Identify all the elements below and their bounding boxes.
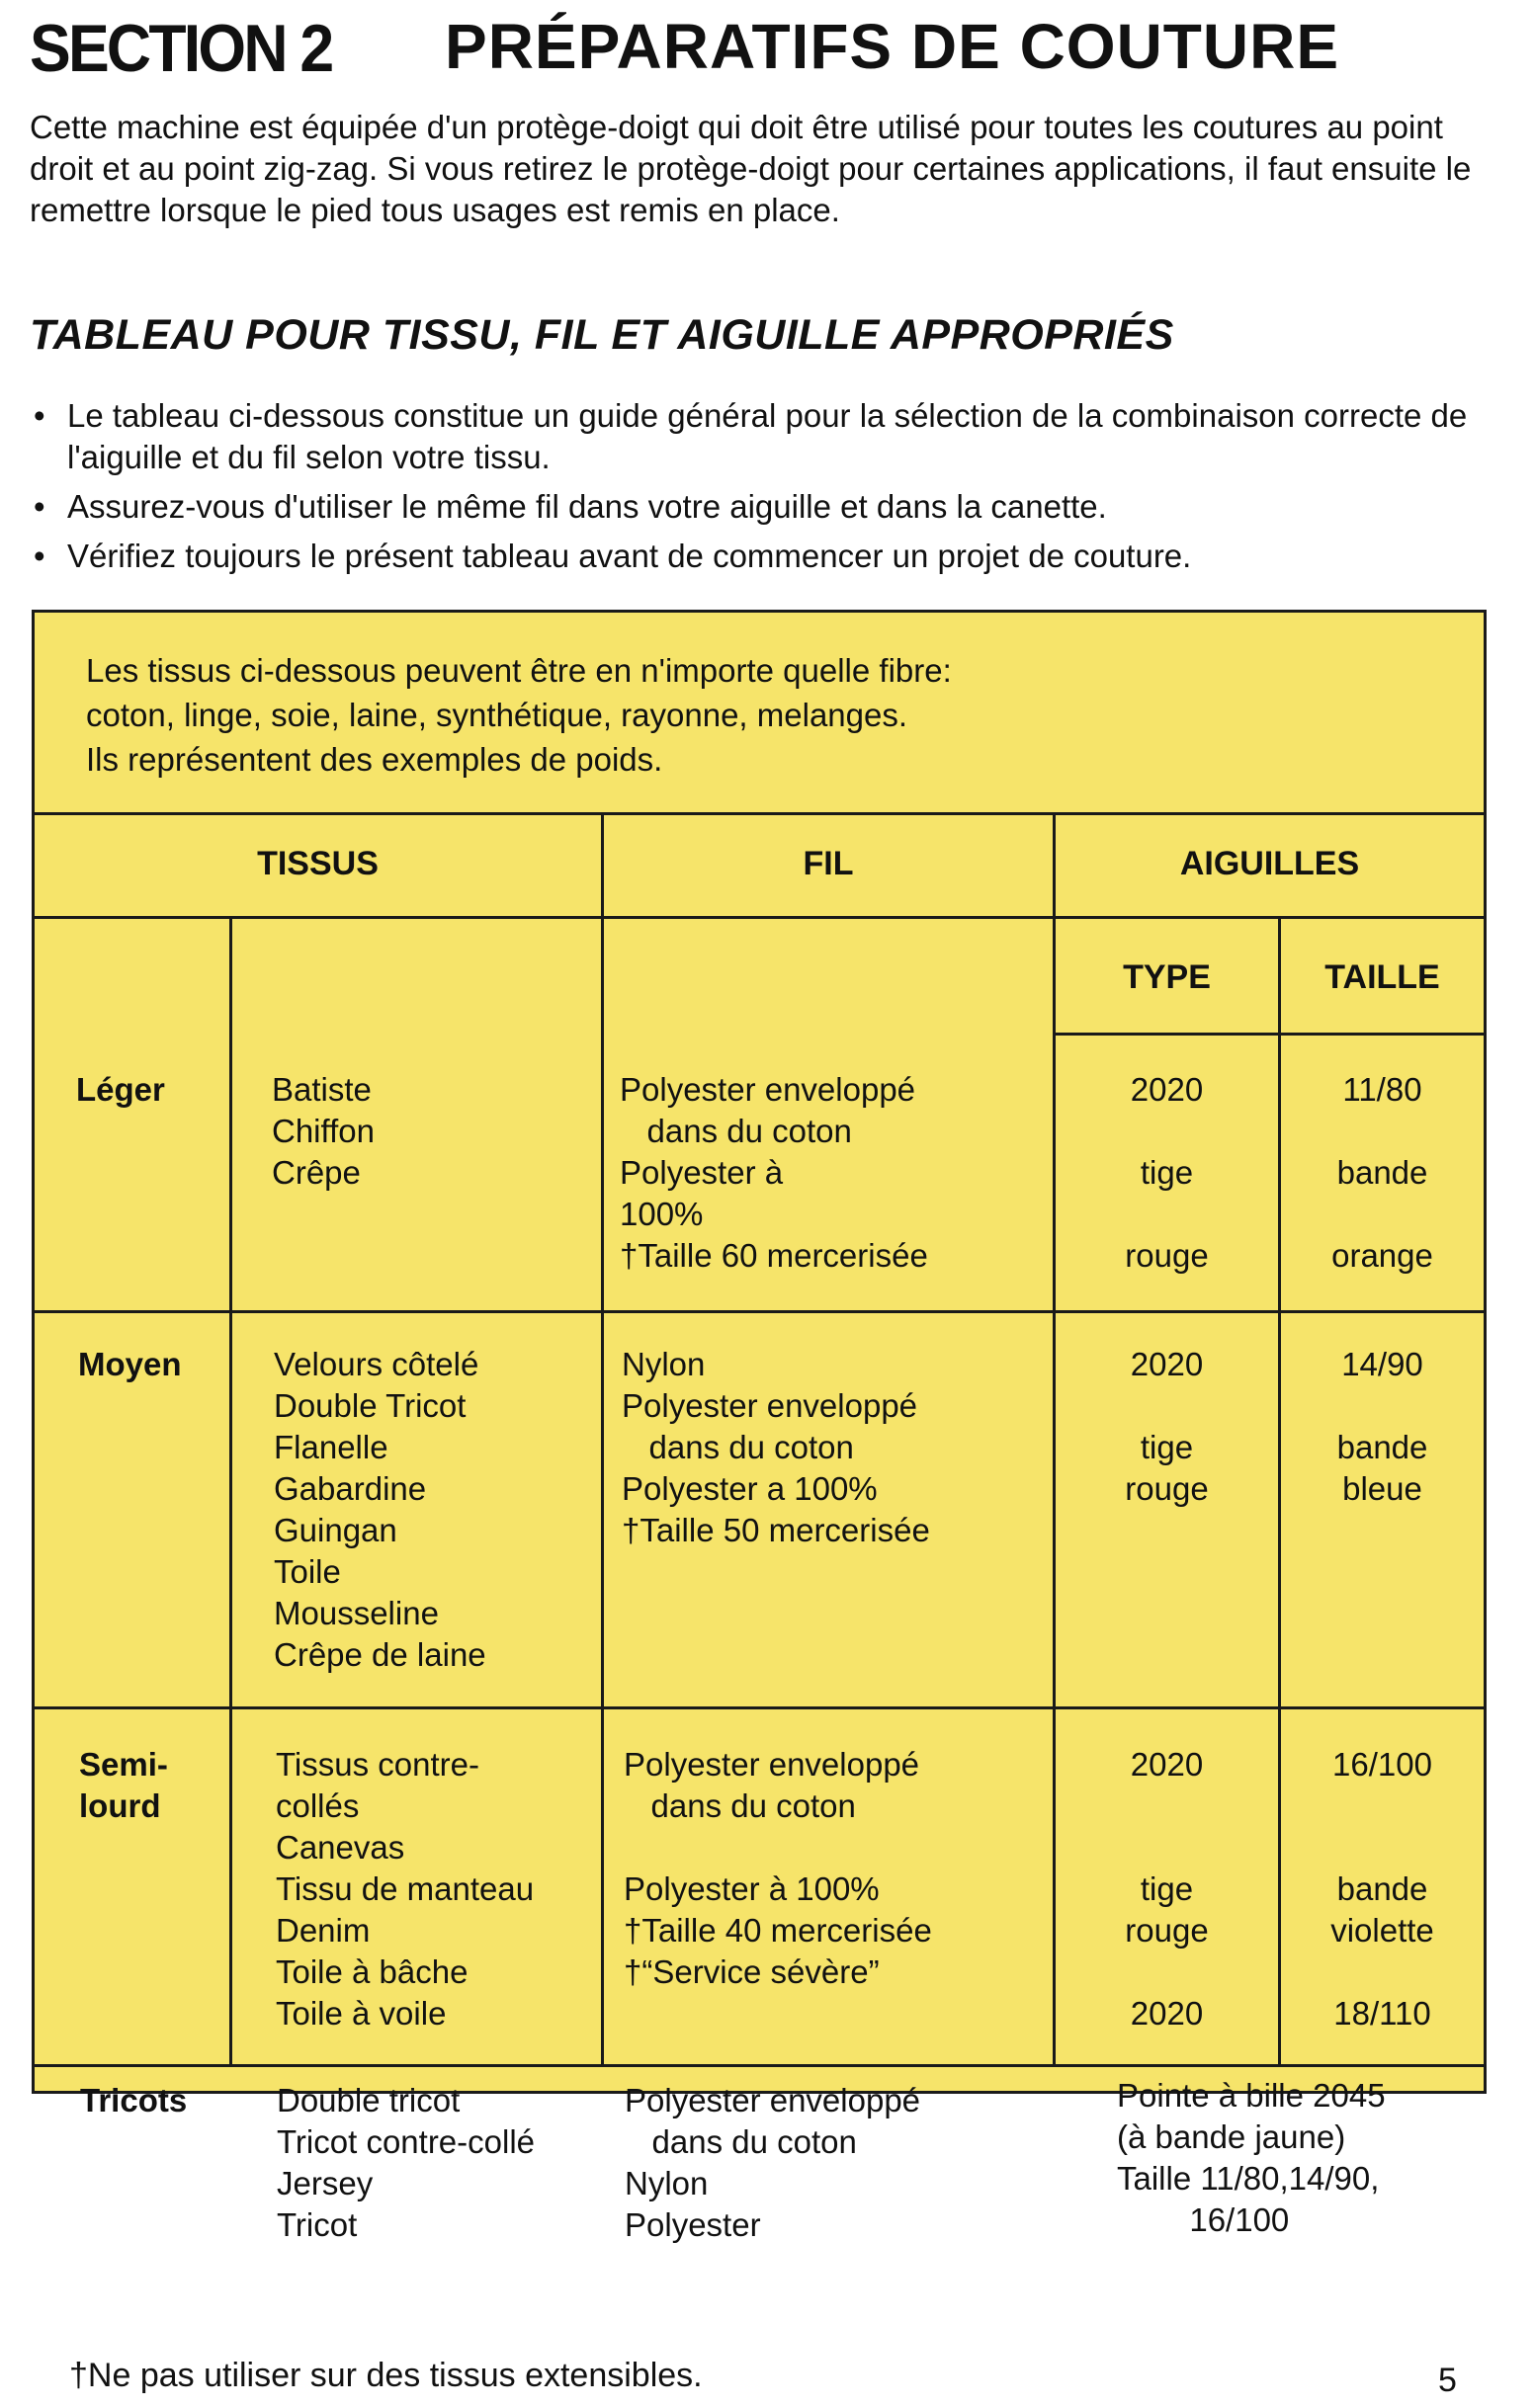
header-taille: TAILLE — [1324, 958, 1440, 996]
needle-type-cell: 2020 tige rouge — [1125, 1346, 1209, 1507]
thread-cell: Polyester enveloppé dans du coton Polyester à 100% †Taille 40 mercerisée †“Service sévère” — [624, 1746, 932, 1990]
needle-cell: Pointe à bille 2045 (à bande jaune) Taille 11/80,14/90, 16/100 — [1117, 2077, 1386, 2238]
list-item — [30, 536, 1502, 577]
bullet-icon: • — [34, 397, 45, 434]
fabrics-cell: Tissus contre- collés Canevas Tissu de manteau Denim Toile à bâche Toile à voile — [276, 1746, 535, 2032]
fabric-thread-needle-table — [32, 610, 1487, 2243]
bullet-icon: • — [34, 538, 45, 574]
divider — [35, 916, 1484, 919]
footnote: †Ne pas utiliser sur des tissus extensibles. — [69, 2357, 703, 2394]
divider — [229, 916, 232, 2067]
header-tissus: TISSUS — [257, 845, 379, 882]
section-label: SECTION 2 — [30, 11, 332, 86]
bullet-text: Le tableau ci-dessous constitue un guide général pour la sélection de la combinaison correcte de l'aiguille et du fil selon votre tissu. — [67, 397, 1468, 475]
weight-label: Léger — [76, 1071, 165, 1108]
divider — [1053, 1033, 1484, 1036]
needle-type-cell: 2020 tige rouge 2020 — [1125, 1746, 1209, 2032]
thread-cell: Polyester enveloppé dans du coton Polyester à 100% †Taille 60 mercerisée — [620, 1071, 928, 1274]
divider — [601, 812, 604, 2067]
header-type: TYPE — [1123, 958, 1211, 996]
divider — [35, 812, 1484, 815]
section-header — [30, 10, 1339, 87]
list-item — [30, 395, 1502, 478]
needle-type-cell: 2020 tige rouge — [1125, 1071, 1209, 1274]
divider — [35, 1310, 1484, 1313]
needle-size-cell: 16/100 bande violette 18/110 — [1330, 1746, 1434, 2032]
header-aiguilles: AIGUILLES — [1179, 845, 1360, 882]
bullet-text: Assurez-vous d'utiliser le même fil dans votre aiguille et dans la canette. — [67, 488, 1107, 525]
note-line: Les tissus ci-dessous peuvent être en n'importe quelle fibre: — [86, 652, 952, 689]
list-item — [30, 486, 1502, 528]
header-fil: FIL — [803, 845, 854, 882]
note-line: Ils représentent des exemples de poids. — [86, 741, 663, 778]
weight-label: Tricots — [80, 2082, 188, 2118]
page-number: 5 — [1438, 2362, 1457, 2399]
bullet-list — [30, 395, 1502, 585]
divider — [35, 1706, 1484, 1709]
intro-paragraph: Cette machine est équipée d'un protège-doigt qui doit être utilisé pour toutes les coutures au point droit et au point zig-zag. Si vous retirez le protège-doigt pour certaines applications, il faut ensuite le remettre lorsque le pied tous usages est remis en place. — [30, 109, 1472, 228]
thread-cell: Nylon Polyester enveloppé dans du coton Polyester a 100% †Taille 50 mercerisée — [622, 1346, 930, 1548]
fabrics-cell: Batiste Chiffon Crêpe — [272, 1071, 375, 1191]
fabrics-cell: Velours côtelé Double Tricot Flanelle Gabardine Guingan Toile Mousseline Crêpe de laine — [274, 1346, 486, 1673]
table-note — [86, 648, 952, 782]
weight-label: Semi- lourd — [79, 1746, 168, 1824]
needle-size-cell: 11/80 bande orange — [1331, 1071, 1433, 1274]
table-heading: TABLEAU POUR TISSU, FIL ET AIGUILLE APPROPRIÉS — [30, 311, 1174, 359]
weight-label: Moyen — [78, 1346, 182, 1382]
divider — [35, 2064, 1484, 2067]
note-line: coton, linge, soie, laine, synthétique, rayonne, melanges. — [86, 697, 908, 733]
needle-size-cell: 14/90 bande bleue — [1336, 1346, 1428, 1507]
thread-cell: Polyester enveloppé dans du coton Nylon Polyester — [625, 2082, 921, 2243]
bullet-text: Vérifiez toujours le présent tableau avant de commencer un projet de couture. — [67, 538, 1192, 574]
page-title: PRÉPARATIFS DE COUTURE — [445, 11, 1339, 82]
fabrics-cell: Double tricot Tricot contre-collé Jersey Tricot — [277, 2082, 536, 2243]
bullet-icon: • — [34, 488, 45, 525]
